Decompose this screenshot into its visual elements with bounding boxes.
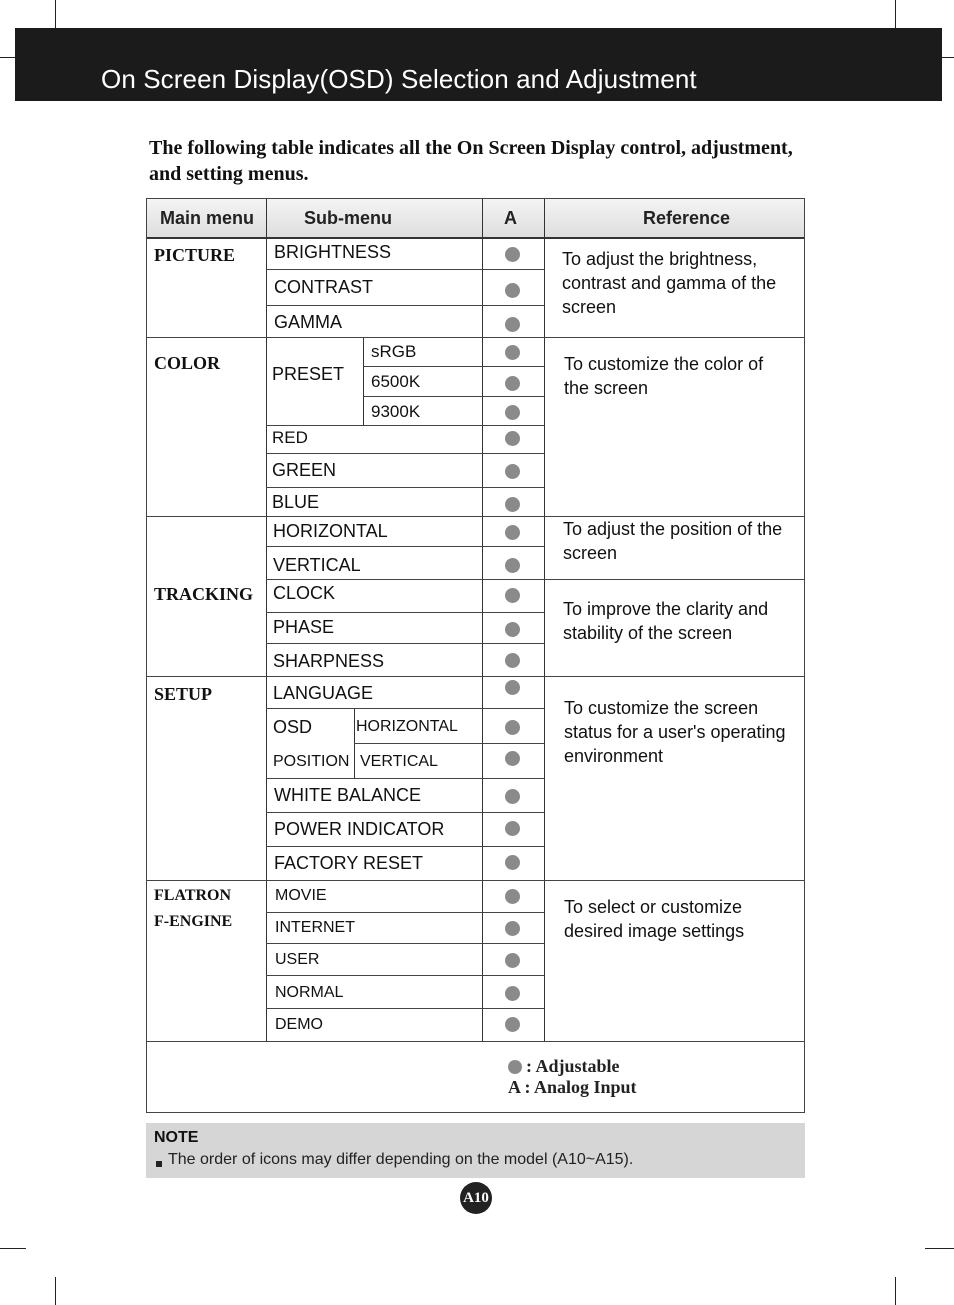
note-text: The order of icons may differ depending on the model (A10~A15). <box>168 1151 634 1168</box>
row-divider <box>266 425 544 426</box>
legend-adjustable: : Adjustable <box>526 1056 620 1076</box>
sub-menu-clock: CLOCK <box>273 583 336 603</box>
intro-text: The following table indicates all the On Screen Display control, adjustment, and setting menus. <box>149 137 793 185</box>
col-divider <box>363 338 364 425</box>
row-divider <box>266 846 544 847</box>
col-divider <box>266 199 267 1042</box>
adjustable-dot <box>505 558 520 573</box>
legend-analog: A : Analog Input <box>508 1077 637 1097</box>
crop-mark <box>55 0 56 28</box>
col-divider <box>482 199 483 1042</box>
adjustable-dot <box>505 464 520 479</box>
header-main-menu: Main menu <box>160 208 255 228</box>
row-divider <box>354 743 544 744</box>
reference-tracking-position: To adjust the position of the screen <box>563 519 783 563</box>
adjustable-dot <box>505 588 520 603</box>
header-sub-menu: Sub-menu <box>304 208 392 228</box>
adjustable-dot <box>505 283 520 298</box>
sub-menu-movie: MOVIE <box>275 887 327 904</box>
adjustable-dot <box>505 1017 520 1032</box>
sub-menu-factory-reset: FACTORY RESET <box>274 853 424 873</box>
row-divider <box>266 812 544 813</box>
reference-setup: To customize the screen status for a user's operating environment <box>564 698 786 766</box>
sub-menu-power-indicator: POWER INDICATOR <box>274 819 445 839</box>
col-divider <box>544 199 545 1042</box>
adjustable-dot <box>505 680 520 695</box>
adjustable-dot <box>505 622 520 637</box>
main-menu-picture: PICTURE <box>154 245 236 265</box>
sub-menu-9300k: 9300K <box>371 402 421 421</box>
adjustable-dot <box>505 317 520 332</box>
crop-mark <box>925 1248 954 1249</box>
adjustable-dot <box>505 497 520 512</box>
sub-menu-vertical: VERTICAL <box>273 555 361 575</box>
main-menu-color: COLOR <box>154 353 221 373</box>
adjustable-dot <box>505 986 520 1001</box>
legend-dot-icon <box>508 1060 522 1074</box>
adjustable-dot <box>505 345 520 360</box>
crop-mark <box>0 1248 26 1249</box>
main-menu-f-engine: F-ENGINE <box>154 913 233 930</box>
row-divider <box>266 778 544 779</box>
group-divider <box>147 1041 804 1042</box>
row-divider <box>266 1008 544 1009</box>
sub-menu-green: GREEN <box>272 460 337 480</box>
row-divider <box>266 579 544 580</box>
crop-mark <box>0 57 15 58</box>
sub-menu-sharpness: SHARPNESS <box>273 651 385 671</box>
reference-flatron: To select or customize desired image settings <box>564 897 745 941</box>
reference-tracking-clarity: To improve the clarity and stability of the screen <box>563 599 769 643</box>
sub-menu-user: USER <box>275 951 320 968</box>
adjustable-dot <box>505 405 520 420</box>
group-divider <box>147 676 804 677</box>
adjustable-dot <box>505 789 520 804</box>
note-label: NOTE <box>154 1129 199 1146</box>
main-menu-tracking: TRACKING <box>154 584 254 604</box>
sub-menu-preset: PRESET <box>272 364 345 384</box>
sub-menu-osd: OSD <box>273 717 313 737</box>
header-reference: Reference <box>643 208 731 228</box>
adjustable-dot <box>505 889 520 904</box>
sub-menu-red: RED <box>272 428 308 447</box>
row-divider <box>266 643 544 644</box>
row-divider <box>363 396 544 397</box>
row-divider <box>266 305 544 306</box>
sub-menu-osd-vertical: VERTICAL <box>360 753 438 770</box>
row-divider <box>266 453 544 454</box>
sub-menu-blue: BLUE <box>272 492 320 512</box>
crop-mark <box>942 57 954 58</box>
page-title: On Screen Display(OSD) Selection and Adjustment <box>101 64 697 94</box>
sub-menu-6500k: 6500K <box>371 372 421 391</box>
adjustable-dot <box>505 720 520 735</box>
ref-divider <box>544 579 804 580</box>
main-menu-setup: SETUP <box>154 684 213 704</box>
adjustable-dot <box>505 751 520 766</box>
group-divider <box>147 880 804 881</box>
adjustable-dot <box>505 953 520 968</box>
sub-menu-gamma: GAMMA <box>274 312 343 332</box>
adjustable-dot <box>505 376 520 391</box>
sub-menu-internet: INTERNET <box>275 919 355 936</box>
page-number: A10 <box>460 1182 492 1214</box>
adjustable-dot <box>505 653 520 668</box>
main-menu-flatron: FLATRON <box>154 887 232 904</box>
row-divider <box>266 912 544 913</box>
adjustable-dot <box>505 821 520 836</box>
sub-menu-language: LANGUAGE <box>273 683 374 703</box>
row-divider <box>363 366 544 367</box>
sub-menu-contrast: CONTRAST <box>274 277 373 297</box>
row-divider <box>266 487 544 488</box>
sub-menu-white-balance: WHITE BALANCE <box>274 785 422 805</box>
sub-menu-position: POSITION <box>273 753 350 770</box>
sub-menu-brightness: BRIGHTNESS <box>274 242 392 262</box>
adjustable-dot <box>505 855 520 870</box>
row-divider <box>266 269 544 270</box>
sub-menu-normal: NORMAL <box>275 984 344 1001</box>
row-divider <box>266 943 544 944</box>
adjustable-dot <box>505 921 520 936</box>
row-divider <box>266 612 544 613</box>
crop-mark <box>895 1277 896 1305</box>
reference-picture: To adjust the brightness, contrast and gamma of the screen <box>562 249 777 317</box>
adjustable-dot <box>505 247 520 262</box>
sub-menu-phase: PHASE <box>273 617 335 637</box>
row-divider <box>266 975 544 976</box>
crop-mark <box>55 1277 56 1305</box>
bullet-icon <box>156 1161 162 1167</box>
reference-color: To customize the color of the screen <box>564 354 764 398</box>
adjustable-dot <box>505 525 520 540</box>
row-divider <box>266 708 544 709</box>
adjustable-dot <box>505 431 520 446</box>
sub-menu-horizontal: HORIZONTAL <box>273 521 388 541</box>
crop-mark <box>895 0 896 28</box>
sub-menu-osd-horizontal: HORIZONTAL <box>356 718 458 735</box>
sub-menu-demo: DEMO <box>275 1016 323 1033</box>
sub-menu-srgb: sRGB <box>371 342 417 361</box>
header-a: A <box>504 208 517 228</box>
group-divider <box>147 337 804 338</box>
row-divider <box>266 546 544 547</box>
